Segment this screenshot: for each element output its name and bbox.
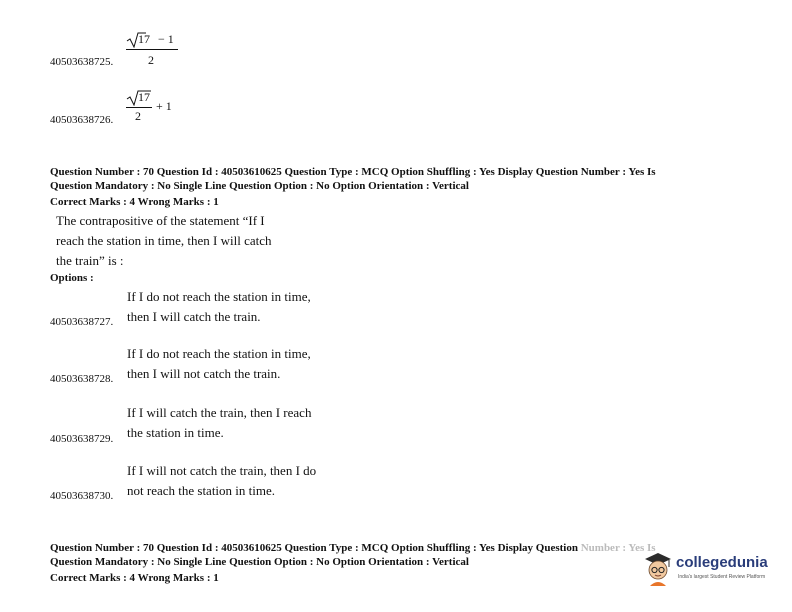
option-text <box>127 461 316 500</box>
fraction-bar <box>126 107 152 108</box>
option-id: 40503638729. <box>50 433 114 445</box>
options-label: Options : <box>50 272 94 284</box>
option-text-line: not reach the station in time. <box>127 482 276 498</box>
option-id: 40503638727. <box>50 316 114 328</box>
question-meta-faded: Number : Yes Is <box>580 542 656 554</box>
question-marks: Correct Marks : 4 Wrong Marks : 1 <box>50 572 219 584</box>
fraction-expression <box>126 88 180 128</box>
question-meta-line1 <box>50 541 656 555</box>
question-meta-line2: Question Mandatory : No Single Line Question Option : No Option Orientation : Vertical <box>50 180 469 192</box>
brand-tagline: India's largest Student Review Platform <box>678 574 766 580</box>
option-id: 40503638726. <box>50 114 114 126</box>
question-meta-line1: Question Number : 70 Question Id : 40503610625 Question Type : MCQ Option Shuffling : Yes Display Question Number : Yes Is <box>50 166 656 178</box>
option-text-line: the station in time. <box>127 424 224 440</box>
option-text <box>127 287 311 326</box>
option-text-line: If I will not catch the train, then I do <box>127 463 317 478</box>
question-meta-text: Question Number : 70 Question Id : 40503610625 Question Type : MCQ Option Shuffling : Yes Display Question <box>50 542 578 554</box>
fraction-expression <box>126 30 180 70</box>
option-id: 40503638725. <box>50 56 114 68</box>
denominator: 2 <box>135 109 141 123</box>
question-meta-line2: Question Mandatory : No Single Line Question Option : No Option Orientation : Vertical <box>50 556 469 568</box>
option-text-line: then I will catch the train. <box>127 308 261 324</box>
option-text-line: If I will catch the train, then I reach <box>127 405 312 420</box>
radicand: 17 <box>138 90 150 104</box>
question-text-line: the train” is : <box>56 253 124 268</box>
denominator: 2 <box>148 53 154 67</box>
option-text <box>127 344 311 383</box>
question-text-line: The contrapositive of the statement “If I <box>56 213 265 228</box>
option-text-line: If I do not reach the station in time, <box>127 289 311 304</box>
option-id: 40503638728. <box>50 373 114 385</box>
fraction-bar <box>126 49 178 50</box>
option-text-line: If I do not reach the station in time, <box>127 346 311 361</box>
tail: + 1 <box>156 99 172 113</box>
question-text <box>56 211 272 271</box>
numerator-tail: − 1 <box>158 32 174 46</box>
option-text <box>127 403 311 442</box>
mascot-icon <box>642 550 674 586</box>
question-text-line: reach the station in time, then I will catch <box>56 233 272 248</box>
collegedunia-watermark <box>642 548 786 590</box>
option-id: 40503638730. <box>50 490 114 502</box>
brand-name: collegedunia <box>676 554 768 571</box>
question-marks: Correct Marks : 4 Wrong Marks : 1 <box>50 196 219 208</box>
option-text-line: then I will not catch the train. <box>127 365 281 381</box>
radicand: 17 <box>138 32 150 46</box>
